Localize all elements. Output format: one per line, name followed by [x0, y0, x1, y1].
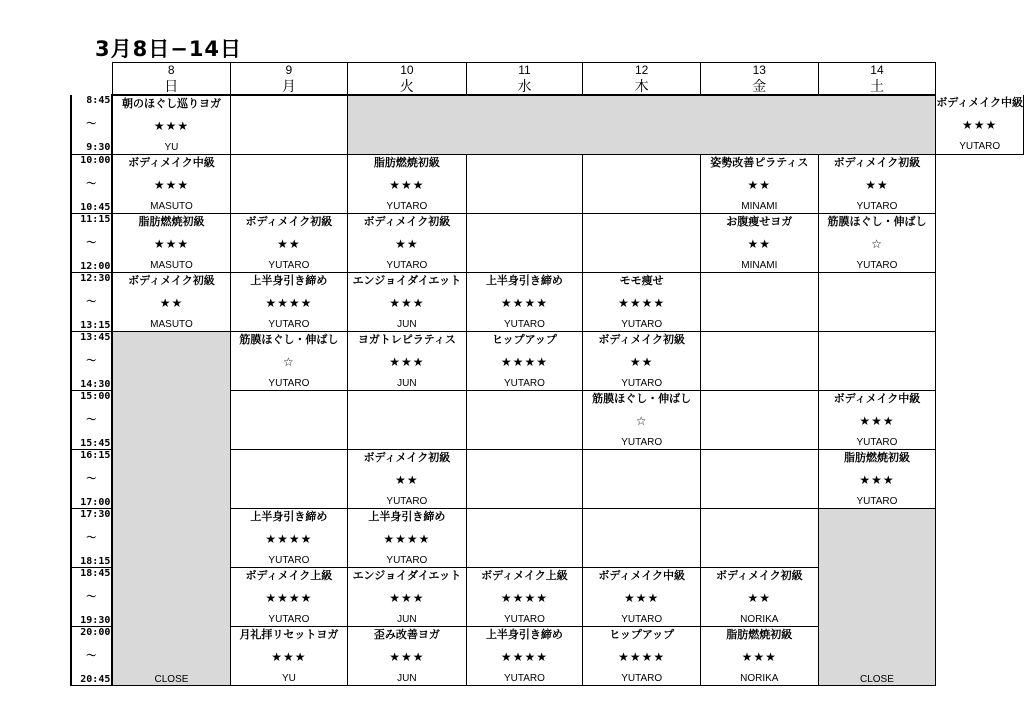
instructor-name: JUN — [397, 319, 417, 330]
class-cell — [936, 95, 1024, 155]
instructor-name: YUTARO — [621, 673, 663, 684]
class-cell — [701, 568, 819, 627]
class-cell — [348, 568, 466, 627]
class-name: 筋膜ほぐし・伸ばし — [592, 392, 692, 405]
class-name: エンジョイダイエット — [352, 274, 462, 287]
difficulty-stars: ★★ — [629, 354, 654, 369]
class-name: 月礼拝リセットヨガ — [239, 628, 339, 641]
instructor-name: YUTARO — [621, 437, 663, 448]
difficulty-stars: ★★★ — [389, 177, 425, 192]
time-range-tilde: ～ — [86, 591, 97, 603]
time-cell — [71, 332, 112, 391]
class-cell — [818, 214, 936, 273]
class-name: ヨガトレピラティス — [357, 333, 456, 346]
time-cell — [71, 568, 112, 627]
empty-cell — [818, 332, 936, 391]
day-date-header: 14 — [818, 63, 936, 78]
empty-cell — [230, 450, 348, 509]
class-name: ボディメイク初級 — [128, 274, 215, 287]
class-cell — [701, 627, 819, 686]
closed-cell — [818, 509, 936, 686]
start-time: 12:30 — [80, 273, 111, 284]
instructor-name: YUTARO — [621, 378, 663, 389]
difficulty-stars: ☆ — [871, 236, 883, 251]
instructor-name: YUTARO — [268, 555, 310, 566]
time-range-tilde: ～ — [86, 414, 97, 426]
instructor-name: YUTARO — [621, 614, 663, 625]
difficulty-stars: ★★★ — [389, 590, 425, 605]
instructor-name: YU — [164, 142, 179, 153]
class-name: 筋膜ほぐし・伸ばし — [827, 215, 927, 228]
time-range-tilde: ～ — [86, 355, 97, 367]
instructor-name: NORIKA — [740, 614, 779, 625]
class-cell — [348, 155, 466, 214]
start-time: 13:45 — [80, 332, 111, 343]
empty-cell — [701, 332, 819, 391]
end-time: 10:45 — [80, 202, 111, 213]
time-cell — [71, 214, 112, 273]
time-slot-row — [71, 273, 1024, 332]
empty-cell — [466, 450, 583, 509]
day-date-header: 12 — [583, 63, 701, 78]
difficulty-stars: ★★ — [747, 236, 772, 251]
empty-cell — [701, 391, 819, 450]
class-name: 上半身引き締め — [485, 628, 563, 641]
difficulty-stars: ★★★ — [389, 295, 425, 310]
class-name: ヒップアップ — [491, 333, 557, 346]
instructor-name: YUTARO — [386, 201, 428, 212]
instructor-name: MASUTO — [150, 201, 193, 212]
instructor-name: YUTARO — [268, 319, 310, 330]
class-cell — [112, 214, 230, 273]
difficulty-stars: ★★ — [395, 236, 419, 251]
difficulty-stars: ★★★ — [962, 117, 998, 132]
day-weekday-header: 日 — [112, 77, 230, 95]
class-name: ボディメイク初級 — [363, 451, 451, 464]
class-cell — [348, 627, 466, 686]
start-time: 8:45 — [86, 95, 111, 106]
instructor-name: YUTARO — [503, 319, 545, 330]
instructor-name: YUTARO — [268, 378, 310, 389]
end-time: 20:45 — [80, 674, 111, 685]
class-name: 脂肪燃焼初級 — [373, 156, 440, 169]
day-date-header: 9 — [230, 63, 348, 78]
difficulty-stars: ★★★ — [859, 472, 895, 487]
difficulty-stars: ★★ — [159, 295, 184, 310]
difficulty-stars: ★★★★ — [618, 295, 666, 310]
time-cell — [71, 155, 112, 214]
class-cell — [230, 332, 348, 391]
day-date-header: 13 — [701, 63, 819, 78]
class-cell — [348, 214, 466, 273]
class-cell — [230, 509, 348, 568]
class-name: ヒップアップ — [609, 628, 675, 641]
empty-cell — [348, 391, 466, 450]
header-date-row — [71, 63, 1024, 78]
time-slot-row — [71, 155, 1024, 214]
instructor-name: YUTARO — [503, 673, 545, 684]
end-time: 13:15 — [80, 320, 111, 331]
class-name: 上半身引き締め — [250, 274, 328, 287]
difficulty-stars: ★★ — [395, 472, 419, 487]
end-time: 17:00 — [80, 497, 111, 508]
instructor-name: YUTARO — [856, 437, 898, 448]
header-weekday-row — [71, 77, 1024, 95]
difficulty-stars: ★★★ — [741, 649, 777, 664]
time-slot-row — [71, 332, 1024, 391]
instructor-name: JUN — [397, 378, 417, 389]
difficulty-stars: ★★ — [747, 177, 772, 192]
class-cell — [583, 391, 701, 450]
day-weekday-header: 月 — [230, 77, 348, 95]
difficulty-stars: ★★★★ — [500, 649, 548, 664]
class-name: ボディメイク初級 — [715, 569, 803, 582]
class-cell — [701, 155, 819, 214]
difficulty-stars: ★★★ — [153, 236, 190, 251]
empty-cell — [583, 509, 701, 568]
class-name: 朝のほぐし巡りヨガ — [121, 97, 221, 110]
empty-cell — [230, 95, 348, 155]
empty-cell — [701, 273, 819, 332]
class-cell — [466, 627, 583, 686]
end-time: 15:45 — [80, 438, 111, 449]
time-cell — [71, 450, 112, 509]
class-name: ボディメイク中級 — [936, 96, 1023, 109]
instructor-name: YUTARO — [268, 260, 310, 271]
class-cell — [112, 273, 230, 332]
class-cell — [466, 273, 583, 332]
difficulty-stars: ★★★★ — [383, 531, 431, 546]
class-cell — [818, 391, 936, 450]
class-name: ボディメイク上級 — [245, 569, 333, 582]
difficulty-stars: ★★★ — [859, 413, 895, 428]
class-cell — [230, 627, 348, 686]
difficulty-stars: ☆ — [635, 413, 648, 428]
empty-cell — [230, 155, 348, 214]
empty-cell — [701, 509, 819, 568]
page-title: 3月8日−14日 — [95, 37, 243, 61]
instructor-name: YUTARO — [386, 260, 428, 271]
class-cell — [348, 332, 466, 391]
day-date-header: 11 — [466, 63, 583, 78]
class-name: ボディメイク中級 — [833, 392, 921, 405]
class-name: ボディメイク中級 — [598, 569, 686, 582]
class-cell — [112, 95, 230, 155]
difficulty-stars: ★★ — [277, 236, 301, 251]
instructor-name: YUTARO — [856, 496, 898, 507]
start-time: 10:00 — [80, 155, 111, 166]
class-cell — [348, 509, 466, 568]
class-name: 脂肪燃焼初級 — [138, 215, 205, 228]
instructor-name: MASUTO — [150, 260, 193, 271]
day-date-header: 10 — [348, 63, 466, 78]
empty-cell — [466, 214, 583, 273]
difficulty-stars: ★★ — [865, 177, 889, 192]
class-name: エンジョイダイエット — [352, 569, 462, 582]
class-cell — [230, 568, 348, 627]
instructor-name: JUN — [397, 673, 417, 684]
instructor-name: YUTARO — [621, 319, 663, 330]
instructor-name: YU — [281, 673, 296, 684]
time-slot-row — [71, 95, 1024, 155]
closed-cell — [112, 332, 230, 686]
instructor-name: NORIKA — [740, 673, 779, 684]
class-name: ボディメイク上級 — [481, 569, 568, 582]
difficulty-stars: ★★★★ — [265, 295, 313, 310]
class-name: 上半身引き締め — [485, 274, 563, 287]
empty-cell — [701, 450, 819, 509]
empty-cell — [583, 155, 701, 214]
class-name: 上半身引き締め — [250, 510, 328, 523]
class-name: ボディメイク初級 — [598, 333, 686, 346]
difficulty-stars: ★★★★ — [265, 531, 313, 546]
day-date-header: 8 — [112, 63, 230, 78]
class-cell — [230, 273, 348, 332]
class-cell — [583, 627, 701, 686]
instructor-name: MASUTO — [150, 319, 193, 330]
difficulty-stars: ★★★ — [271, 649, 307, 664]
class-cell — [701, 214, 819, 273]
empty-cell — [466, 155, 583, 214]
day-weekday-header: 火 — [348, 77, 466, 95]
difficulty-stars: ★★★ — [389, 354, 425, 369]
instructor-name: YUTARO — [856, 260, 898, 271]
difficulty-stars: ☆ — [283, 354, 295, 369]
class-cell — [230, 214, 348, 273]
time-slot-row — [71, 214, 1024, 273]
day-weekday-header: 土 — [818, 77, 936, 95]
difficulty-stars: ★★★★ — [500, 590, 548, 605]
empty-cell — [818, 273, 936, 332]
class-name: ボディメイク中級 — [128, 156, 215, 169]
class-cell — [348, 450, 466, 509]
day-weekday-header: 水 — [466, 77, 583, 95]
day-weekday-header: 木 — [583, 77, 701, 95]
class-name: 脂肪燃焼初級 — [726, 628, 793, 641]
close-label: CLOSE — [860, 674, 894, 685]
closed-cell — [348, 95, 936, 155]
time-range-tilde: ～ — [86, 473, 97, 485]
instructor-name: JUN — [397, 614, 417, 625]
end-time: 12:00 — [80, 261, 111, 272]
start-time: 16:15 — [80, 450, 111, 461]
time-range-tilde: ～ — [86, 296, 97, 308]
start-time: 17:30 — [80, 509, 111, 520]
time-cell — [71, 627, 112, 686]
class-cell — [583, 568, 701, 627]
end-time: 19:30 — [80, 615, 111, 626]
empty-cell — [466, 391, 583, 450]
instructor-name: YUTARO — [856, 201, 898, 212]
empty-cell — [466, 509, 583, 568]
difficulty-stars: ★★★ — [389, 649, 425, 664]
difficulty-stars: ★★★ — [153, 177, 190, 192]
difficulty-stars: ★★ — [747, 590, 772, 605]
end-time: 18:15 — [80, 556, 111, 567]
class-cell — [466, 332, 583, 391]
day-weekday-header: 金 — [701, 77, 819, 95]
class-name: ボディメイク初級 — [363, 215, 451, 228]
class-name: ボディメイク初級 — [245, 215, 333, 228]
class-name: 脂肪燃焼初級 — [843, 451, 910, 464]
instructor-name: YUTARO — [959, 141, 1001, 152]
close-label: CLOSE — [154, 674, 189, 685]
empty-cell — [230, 391, 348, 450]
instructor-name: YUTARO — [503, 614, 545, 625]
class-name: 歪み改善ヨガ — [373, 628, 440, 641]
time-cell — [71, 509, 112, 568]
empty-cell — [583, 450, 701, 509]
corner-blank — [71, 63, 112, 78]
instructor-name: YUTARO — [386, 496, 428, 507]
instructor-name: YUTARO — [503, 378, 545, 389]
class-name: モモ痩せ — [619, 274, 664, 287]
difficulty-stars: ★★★ — [624, 590, 660, 605]
empty-cell — [583, 214, 701, 273]
class-cell — [348, 273, 466, 332]
time-cell — [71, 273, 112, 332]
class-cell — [583, 273, 701, 332]
instructor-name: MINAMI — [741, 201, 778, 212]
time-range-tilde: ～ — [86, 650, 97, 662]
time-cell — [71, 391, 112, 450]
time-range-tilde: ～ — [86, 532, 97, 544]
class-name: お腹痩せヨガ — [726, 215, 793, 228]
time-range-tilde: ～ — [86, 178, 97, 190]
start-time: 15:00 — [80, 391, 111, 402]
schedule-table — [70, 62, 1024, 686]
class-cell — [466, 568, 583, 627]
class-cell — [818, 450, 936, 509]
difficulty-stars: ★★★★ — [618, 649, 666, 664]
class-name: ボディメイク初級 — [833, 156, 921, 169]
class-cell — [112, 155, 230, 214]
end-time: 14:30 — [80, 379, 111, 390]
corner-blank — [71, 77, 112, 95]
end-time: 9:30 — [86, 142, 111, 153]
class-cell — [583, 332, 701, 391]
start-time: 11:15 — [80, 214, 111, 225]
start-time: 20:00 — [80, 627, 111, 638]
instructor-name: YUTARO — [268, 614, 310, 625]
difficulty-stars: ★★★★ — [500, 354, 548, 369]
difficulty-stars: ★★★★ — [500, 295, 548, 310]
difficulty-stars: ★★★ — [153, 118, 190, 133]
time-range-tilde: ～ — [86, 118, 97, 130]
difficulty-stars: ★★★★ — [265, 590, 313, 605]
class-name: 筋膜ほぐし・伸ばし — [239, 333, 339, 346]
time-cell — [71, 95, 112, 155]
time-range-tilde: ～ — [86, 237, 97, 249]
instructor-name: YUTARO — [386, 555, 428, 566]
start-time: 18:45 — [80, 568, 111, 579]
class-name: 姿勢改善ピラティス — [710, 156, 809, 169]
class-name: 上半身引き締め — [368, 510, 446, 523]
instructor-name: MINAMI — [741, 260, 778, 271]
class-cell — [818, 155, 936, 214]
